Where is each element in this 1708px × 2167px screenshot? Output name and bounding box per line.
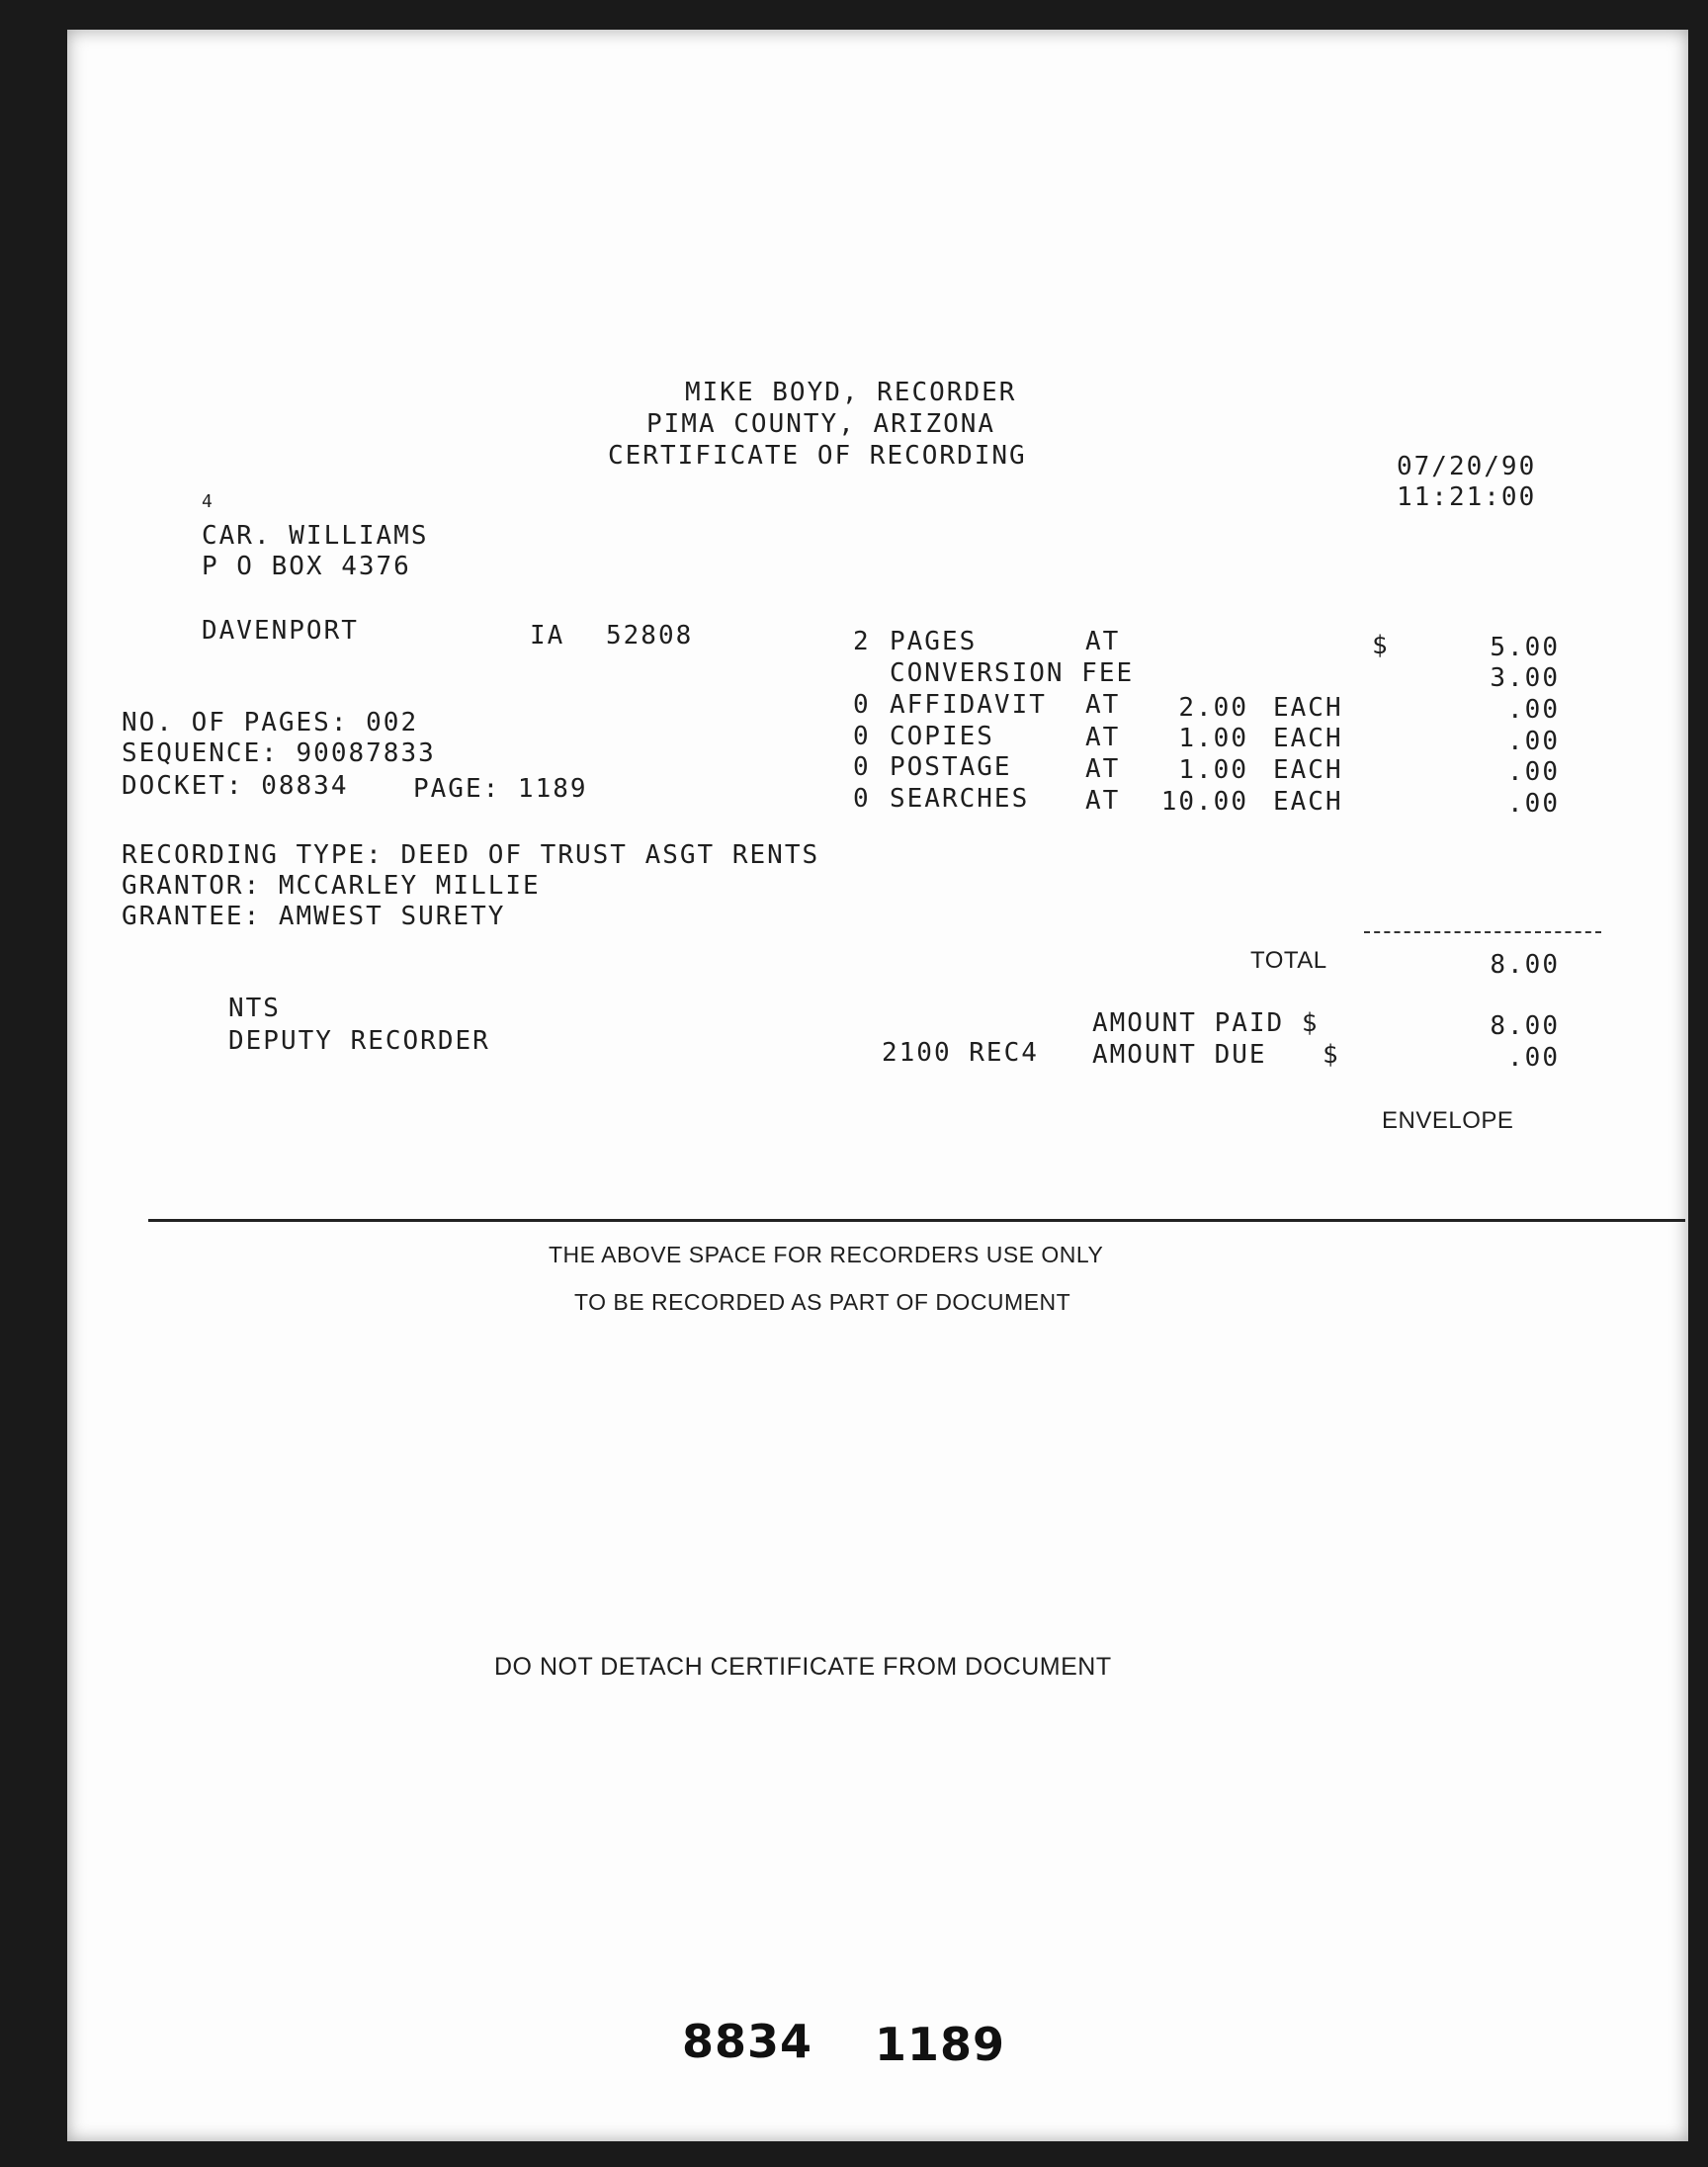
grantor: GRANTOR: MCCARLEY MILLIE [122,871,541,901]
total-label: TOTAL [1250,947,1327,974]
recorder-name: MIKE BOYD, RECORDER [685,378,1017,407]
fee-item: COPIES [890,722,994,751]
total-amount: 8.00 [1490,950,1560,980]
certificate-page [67,30,1688,2141]
amount-paid-label: AMOUNT PAID $ [1092,1008,1320,1038]
amount-paid: 8.00 [1490,1011,1560,1041]
fee-rate: 2.00 [1178,693,1248,723]
fee-item: AFFIDAVIT [890,690,1047,720]
fee-amount: .00 [1507,757,1560,787]
fee-item: SEARCHES [890,784,1030,814]
amount-due: .00 [1507,1043,1560,1073]
fee-currency: $ [1372,631,1390,660]
fee-qty: 2 [853,627,871,656]
fee-amount: 5.00 [1490,633,1560,662]
fee-rate: 1.00 [1178,724,1248,753]
fee-rate: 10.00 [1160,787,1248,817]
fee-item: PAGES [890,627,978,656]
fee-at: AT [1085,627,1121,656]
docket-stamp: 8834 [682,2015,813,2068]
recording-date: 07/20/90 [1397,452,1537,481]
addressee-state: IA [530,621,565,650]
envelope-label: ENVELOPE [1382,1107,1514,1134]
fee-rate: 1.00 [1178,755,1248,785]
addressee-city: DAVENPORT [202,616,359,646]
fee-amount: 3.00 [1490,663,1560,693]
fee-item: POSTAGE [890,752,1012,782]
fee-each: EACH [1273,787,1343,817]
total-separator [1364,931,1601,933]
addressee-name: CAR. WILLIAMS [202,521,429,551]
fee-each: EACH [1273,755,1343,785]
certificate-title: CERTIFICATE OF RECORDING [608,441,1027,471]
recording-time: 11:21:00 [1397,482,1537,512]
page-number: PAGE: 1189 [413,774,588,804]
deputy-title: DEPUTY RECORDER [228,1026,490,1056]
register-code: 2100 REC4 [882,1038,1039,1068]
recorder-space-divider [148,1219,1685,1222]
addressee-mark: 4 [202,491,214,512]
grantee: GRANTEE: AMWEST SURETY [122,902,506,931]
fee-amount: .00 [1507,695,1560,725]
fee-qty: 0 [853,722,871,751]
fee-at: AT [1085,786,1121,816]
fee-at: AT [1085,690,1121,720]
deputy-initials: NTS [228,994,281,1023]
county-state: PIMA COUNTY, ARIZONA [646,409,996,439]
docket-number: DOCKET: 08834 [122,771,349,801]
number-of-pages: NO. OF PAGES: 002 [122,708,419,737]
fee-at: AT [1085,754,1121,784]
fee-qty: 0 [853,690,871,720]
addressee-zip: 52808 [606,621,694,650]
fee-qty: 0 [853,784,871,814]
fee-qty: 0 [853,752,871,782]
fee-amount: .00 [1507,789,1560,819]
page-stamp: 1189 [875,2018,1006,2071]
amount-due-currency: $ [1323,1040,1340,1070]
part-of-document-note: TO BE RECORDED AS PART OF DOCUMENT [574,1289,1071,1315]
fee-amount: .00 [1507,727,1560,756]
amount-due-label: AMOUNT DUE [1092,1040,1267,1070]
addressee-box: P O BOX 4376 [202,552,411,581]
fee-item: CONVERSION FEE [890,658,1135,688]
fee-at: AT [1085,723,1121,752]
do-not-detach-note: DO NOT DETACH CERTIFICATE FROM DOCUMENT [494,1653,1112,1681]
sequence-number: SEQUENCE: 90087833 [122,738,436,768]
fee-each: EACH [1273,693,1343,723]
recording-type: RECORDING TYPE: DEED OF TRUST ASGT RENTS [122,840,820,870]
recorders-use-note: THE ABOVE SPACE FOR RECORDERS USE ONLY [549,1242,1104,1267]
fee-each: EACH [1273,724,1343,753]
